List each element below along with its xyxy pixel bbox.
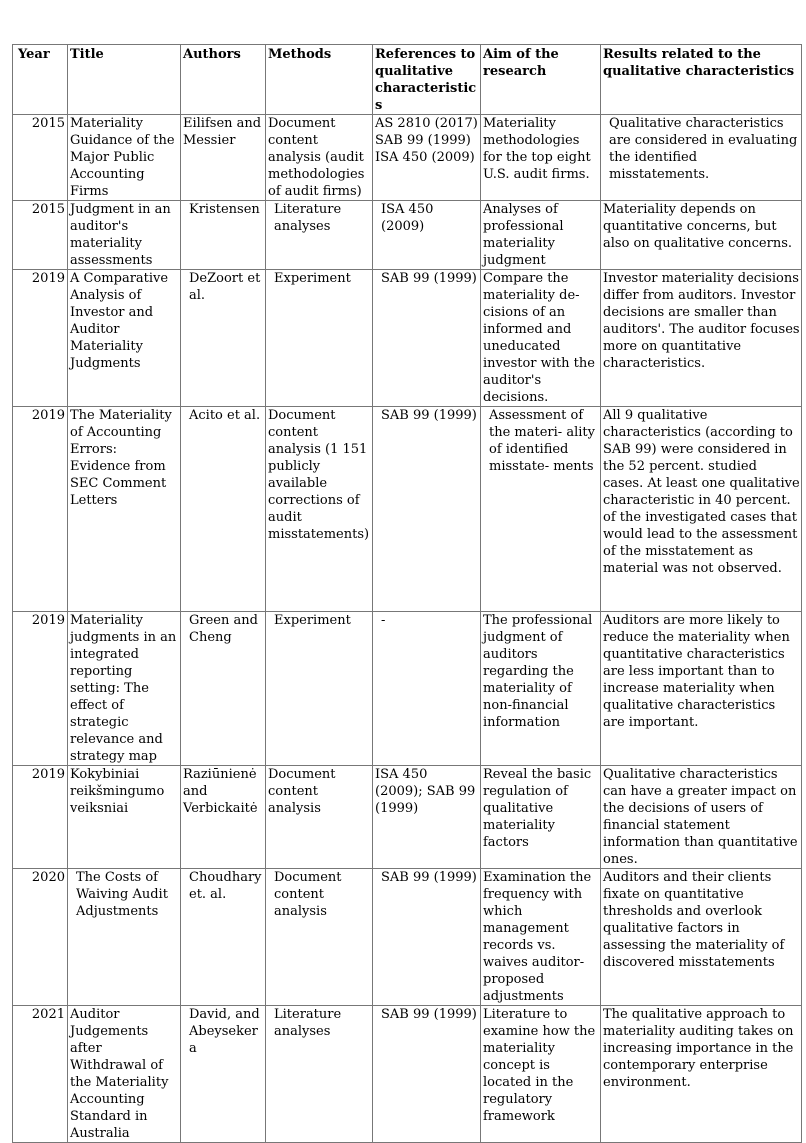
cell-aim: Reveal the basic regulation of qualitative materiality factors [481,766,601,869]
table-row [13,612,802,766]
cell-results: The qualitative approach to materiality auditing takes on increasing importance in the contemporary enterprise environment. [601,1006,802,1143]
cell-aim: Compare the materiality de- cisions of an informed and uneducated investor with the auditor's decisions. [481,270,601,407]
cell-references: AS 2810 (2017) SAB 99 (1999) ISA 450 (2009) [373,115,481,201]
cell-year: 2021 [13,1006,68,1143]
cell-year: 2015 [13,115,68,201]
cell-title: Auditor Judgements after Withdrawal of the Materiality Accounting Standard in Australia [68,1006,181,1143]
cell-results: Qualitative characteristics are considered in evaluating the identified misstatements. [601,115,802,201]
header-year: Year [13,45,68,115]
cell-references: SAB 99 (1999) [373,407,481,612]
cell-title: The Costs of Waiving Audit Adjustments [68,869,181,1006]
table-row [13,869,802,1006]
cell-results: Auditors and their clients fixate on quantitative thresholds and overlook qualitative factors in assessing the materiality of discovered misstatements [601,869,802,1006]
header-aim: Aim of the research [481,45,601,115]
cell-methods: Document content analysis [266,766,373,869]
cell-year: 2020 [13,869,68,1006]
cell-results: Qualitative characteristics can have a greater impact on the decisions of users of financial statement information than quantitative ones. [601,766,802,869]
cell-authors: Raziūnienė and Verbickaitė [181,766,266,869]
cell-authors: Acito et al. [181,407,266,612]
cell-methods: Literature analyses [266,1006,373,1143]
table-row [13,407,802,612]
cell-results: All 9 qualitative characteristics (according to SAB 99) were considered in the 52 percent. studied cases. At least one qualitative characteristic in 40 percent. of the investigated cases that would lead to the assessment of the misstatement as material was not observed. [601,407,802,612]
cell-year: 2019 [13,270,68,407]
cell-aim: Materiality methodologies for the top eight U.S. audit firms. [481,115,601,201]
cell-results: Investor materiality decisions differ from auditors. Investor decisions are smaller than auditors'. The auditor focuses more on quantitative characteristics. [601,270,802,407]
cell-year: 2019 [13,612,68,766]
header-results: Results related to the qualitative characteristics [601,45,802,115]
cell-references: SAB 99 (1999) [373,869,481,1006]
cell-methods: Experiment [266,270,373,407]
cell-references: ISA 450 (2009) [373,201,481,270]
cell-authors: Green and Cheng [181,612,266,766]
cell-title: Materiality judgments in an integrated reporting setting: The effect of strategic relevance and strategy map [68,612,181,766]
cell-methods: Document content analysis (audit methodologies of audit firms) [266,115,373,201]
header-authors: Authors [181,45,266,115]
cell-references: SAB 99 (1999) [373,270,481,407]
cell-results: Materiality depends on quantitative concerns, but also on qualitative concerns. [601,201,802,270]
cell-methods: Literature analyses [266,201,373,270]
cell-title: A Comparative Analysis of Investor and Auditor Materiality Judgments [68,270,181,407]
cell-year: 2019 [13,407,68,612]
cell-title: Materiality Guidance of the Major Public Accounting Firms [68,115,181,201]
table-row [13,115,802,201]
cell-aim: Analyses of professional materiality judgment [481,201,601,270]
table-header-row [13,45,802,115]
cell-references: - [373,612,481,766]
cell-authors: David, and Abeysekera [181,1006,266,1143]
cell-results: Auditors are more likely to reduce the materiality when quantitative characteristics are less important than to increase materiality when qualitative characteristics are important. [601,612,802,766]
cell-authors: Eilifsen and Messier [181,115,266,201]
cell-year: 2019 [13,766,68,869]
cell-aim: Assessment of the materi- ality of identified misstate- ments [481,407,601,612]
cell-methods: Document content analysis [266,869,373,1006]
table-row [13,270,802,407]
cell-references: ISA 450 (2009); SAB 99 (1999) [373,766,481,869]
cell-authors: Choudhary et. al. [181,869,266,1006]
table-row [13,766,802,869]
cell-authors: DeZoort et al. [181,270,266,407]
cell-year: 2015 [13,201,68,270]
cell-title: Kokybiniai reikšmingumo veiksniai [68,766,181,869]
literature-review-table [12,44,802,1143]
cell-references: SAB 99 (1999) [373,1006,481,1143]
cell-methods: Experiment [266,612,373,766]
table-row [13,1006,802,1143]
cell-aim: Literature to examine how the materiality concept is located in the regulatory framework [481,1006,601,1143]
cell-aim: The professional judgment of auditors regarding the materiality of non-financial information [481,612,601,766]
cell-authors: Kristensen [181,201,266,270]
cell-title: Judgment in an auditor's materiality assessments [68,201,181,270]
table-row [13,201,802,270]
header-title: Title [68,45,181,115]
cell-aim: Examination the frequency with which management records vs. waives auditor-proposed adjustments [481,869,601,1006]
header-methods: Methods [266,45,373,115]
cell-title: The Materiality of Accounting Errors: Evidence from SEC Comment Letters [68,407,181,612]
header-references: References to qualitative characteristics [373,45,481,115]
cell-methods: Document content analysis (1 151 publicly available corrections of audit misstatements) [266,407,373,612]
